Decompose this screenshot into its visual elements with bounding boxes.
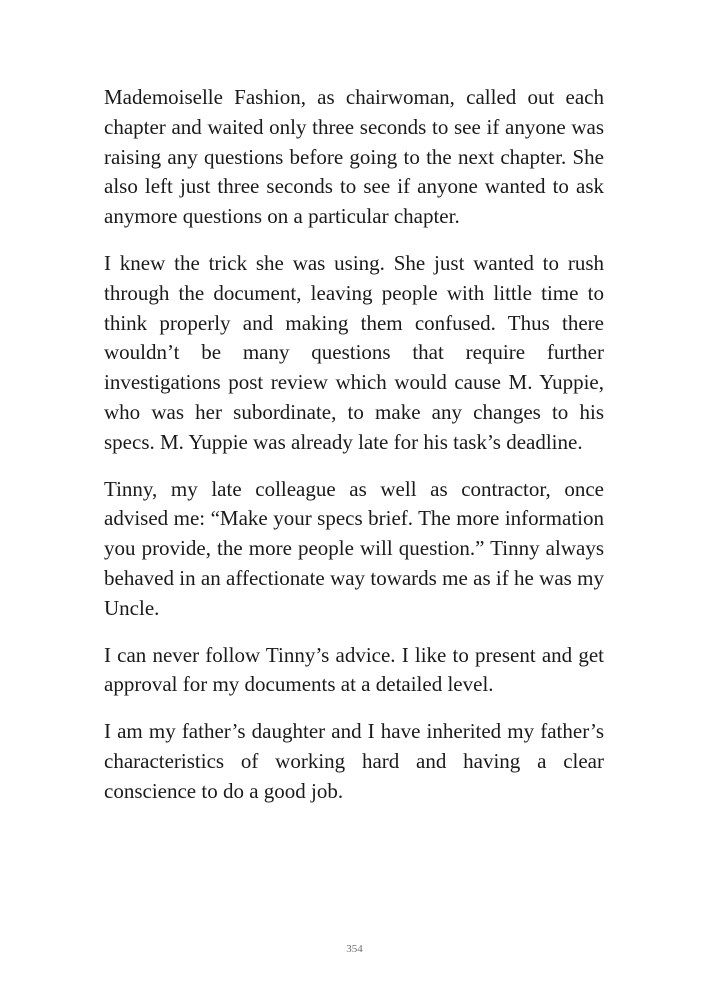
- paragraph-5: I am my father’s daughter and I have inherited my father’s characteristics of working hard and having a clear conscience to do a good job.: [104, 719, 604, 803]
- page-body: [104, 83, 604, 824]
- paragraph-4: I can never follow Tinny’s advice. I like to present and get approval for my documents at a detailed level.: [104, 642, 604, 697]
- paragraph-1: Mademoiselle Fashion, as chairwoman, called out each chapter and waited only three seconds to see if anyone was raising any questions before going to the next chapter. She also left just three seconds to see if anyone wanted to ask anymore questions on a particular chapter.: [104, 85, 604, 229]
- paragraph-2: I knew the trick she was using. She just wanted to rush through the document, leaving people with little time to think properly and making them confused. Thus there wouldn’t be many questions that require further investigations post review which would cause M. Yuppie, who was her subordinate, to make any changes to his specs. M. Yuppie was already late for his task’s deadline.: [104, 250, 604, 454]
- page-number: 354: [346, 943, 363, 955]
- paragraph-3: Tinny, my late colleague as well as contractor, once advised me: “Make your specs brief. The more information you provide, the more people will question.” Tinny always behaved in an affectionate way towards me as if he was my Uncle.: [104, 476, 604, 620]
